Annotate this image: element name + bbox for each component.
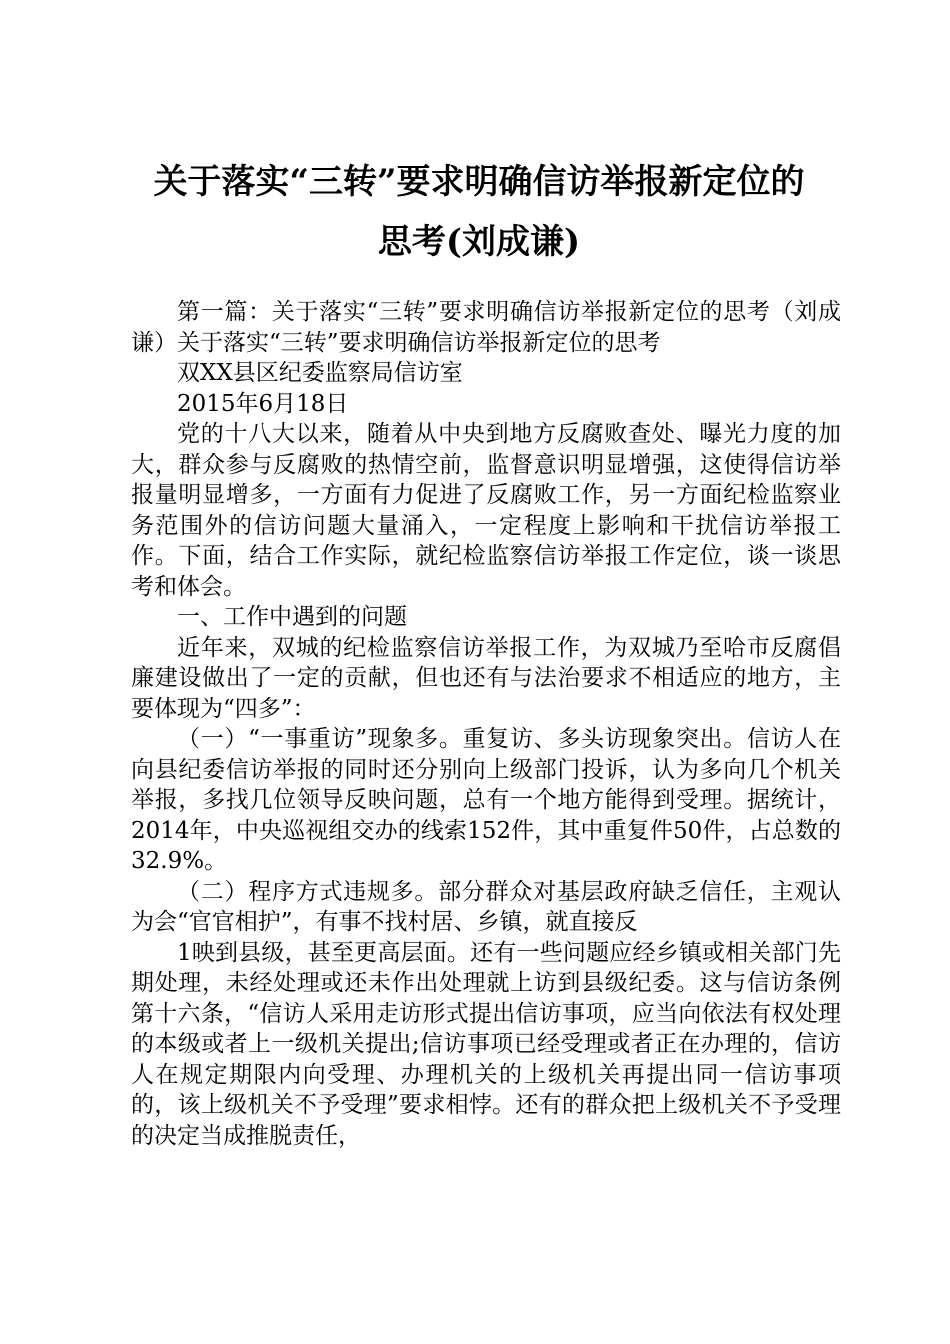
document-title-line-1: 关于落实“三转”要求明确信访举报新定位的 [153, 162, 805, 202]
document-body [131, 297, 841, 1151]
paragraph-problems-intro: 近年来，双城的纪检监察信访举报工作，为双城乃至哈市反腐倡廉建设做出了一定的贡献，但也还有与法治要求不相适应的地方，主要体现为“四多”： [131, 634, 841, 722]
paragraph-intro: 第一篇：关于落实“三转”要求明确信访举报新定位的思考（刘成谦）关于落实“三转”要求明确信访举报新定位的思考 [131, 299, 841, 356]
paragraph-problem-2: （二）程序方式违规多。部分群众对基层政府缺乏信任，主观认为会“官官相护”，有事不找村居、乡镇，就直接反 [131, 878, 841, 935]
section-heading-problems: 一、工作中遇到的问题 [177, 604, 407, 630]
paragraph-date: 2015年6月18日 [177, 390, 349, 417]
paragraph-background: 党的十八大以来，随着从中央到地方反腐败查处、曝光力度的加大，群众参与反腐败的热情空前，监督意识明显增强，这使得信访举报量明显增多，一方面有力促进了反腐败工作，另一方面纪检监察业务范围外的信访问题大量涌入，一定程度上影响和干扰信访举报工作。下面，结合工作实际，就纪检监察信访举报工作定位，谈一谈思考和体会。 [131, 421, 841, 600]
paragraph-department: 双XX县区纪委监察局信访室 [177, 360, 463, 386]
paragraph-problem-2-continued: 1映到县级，甚至更高层面。还有一些问题应经乡镇或相关部门先期处理，未经处理或还未作出处理就上访到县级纪委。这与信访条例第十六条，“信访人采用走访形式提出信访事项，应当向依法有权处理的本级或者上一级机关提出;信访事项已经受理或者正在办理的，信访人在规定期限内向受理、办理机关的上级机关再提出同一信访事项的，该上级机关不予受理”要求相悖。还有的群众把上级机关不予受理的决定当成推脱责任， [131, 939, 841, 1149]
document-title-line-2: 思考(刘成谦) [377, 222, 581, 262]
paragraph-problem-1: （一）“一事重访”现象多。重复访、多头访现象突出。信访人在向县纪委信访举报的同时还分别向上级部门投诉，认为多向几个机关举报，多找几位领导反映问题，总有一个地方能得到受理。据统计，2014年，中央巡视组交办的线索152件，其中重复件50件，占总数的32.9%。 [131, 726, 841, 874]
